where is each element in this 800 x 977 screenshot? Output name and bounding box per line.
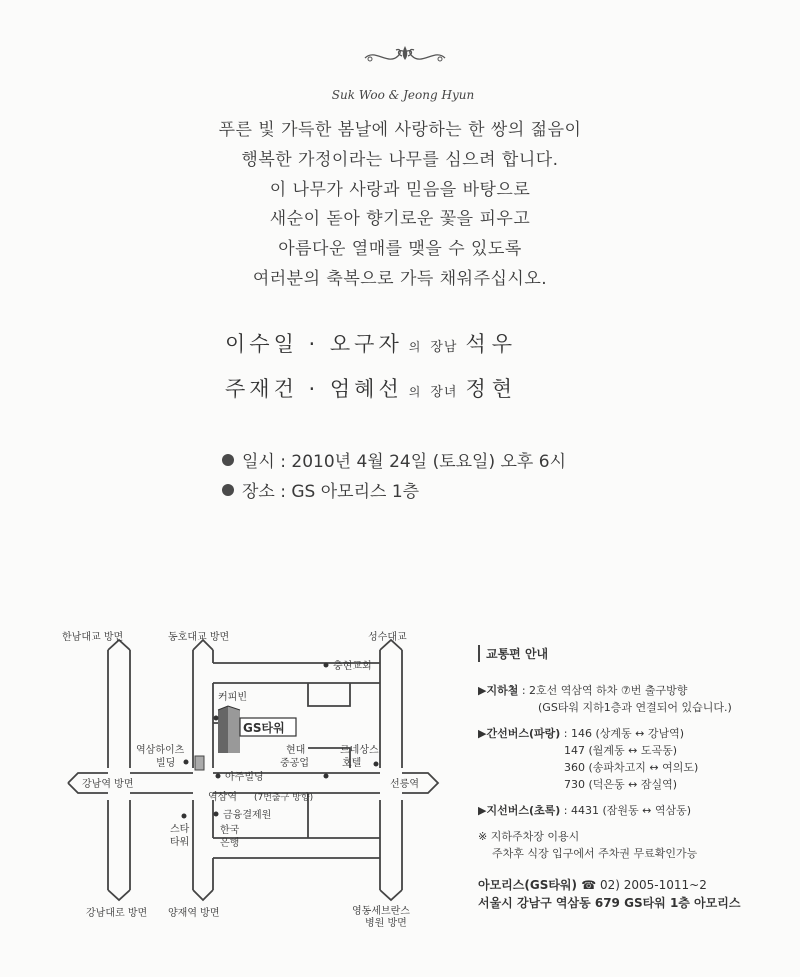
svg-text:강남역 방면: 강남역 방면 (82, 779, 134, 790)
couple-script-names: Suk Woo & Jeong Hyun (331, 88, 475, 102)
poem-line: 여러분의 축복으로 가득 채워주십시오. (252, 268, 548, 289)
groom-name: 석우 (465, 332, 519, 356)
subway-line: ▶지하철 : 2호선 역삼역 하차 ⑦번 출구방향 (478, 684, 688, 697)
poem-line: 행복한 가정이라는 나무를 심으려 합니다. (241, 149, 559, 170)
subway-note: (GS타워 지하1층과 연결되어 있습니다.) (538, 701, 732, 714)
invitation-poem (150, 116, 650, 295)
bullet-icon (222, 454, 234, 466)
bride-role: 장녀 (430, 385, 458, 400)
gs-tower-icon (195, 706, 240, 770)
bride-name: 정현 (465, 377, 519, 401)
groom-role: 장남 (430, 340, 458, 355)
bus-blue-line: 360 (송파차고지 ↔ 여의도) (564, 761, 699, 774)
svg-text:강남대로 방면: 강남대로 방면 (86, 908, 148, 919)
venue-contact: 아모리스(GS타워) ☎ 02) 2005-1011~2 (478, 878, 707, 892)
svg-text:충현교회: 충현교회 (333, 661, 372, 672)
svg-text:금융결제원: 금융결제원 (223, 810, 272, 821)
venue-address: 서울시 강남구 역삼동 679 GS타워 1층 아모리스 (478, 896, 741, 910)
svg-text:타워: 타워 (170, 837, 190, 848)
svg-text:빌딩: 빌딩 (156, 758, 176, 769)
poem-line: 아름다운 열매를 맺을 수 있도록 (278, 239, 522, 260)
event-place: 장소 : GS 아모리스 1층 (222, 477, 419, 502)
bus-blue-line: 147 (월계동 ↔ 도곡동) (564, 744, 678, 757)
poem-line: 이 나무가 사랑과 믿음을 바탕으로 (269, 179, 531, 200)
bride-parents: 주재건 · 엄혜선 (225, 377, 403, 401)
svg-text:역삼역: 역삼역 (208, 792, 237, 803)
svg-text:아주빌딩: 아주빌딩 (225, 772, 264, 783)
svg-text:역삼하이츠: 역삼하이츠 (136, 745, 185, 756)
svg-text:양재역 방면: 양재역 방면 (168, 908, 220, 919)
svg-text:커피빈: 커피빈 (218, 692, 247, 703)
svg-text:동호대교 방면: 동호대교 방면 (168, 632, 230, 643)
parking-note: 주차후 식장 입구에서 주차권 무료확인가능 (492, 847, 698, 860)
event-date: 일시 : 2010년 4월 24일 (토요일) 오후 6시 (222, 447, 566, 472)
transit-info (478, 645, 778, 912)
location-map (50, 628, 470, 928)
svg-text:한국: 한국 (220, 825, 240, 836)
svg-text:병원 방면: 병원 방면 (365, 918, 407, 928)
transit-heading: 교통편 안내 (478, 645, 778, 662)
parking-title: ※ 지하주차장 이용시 (478, 830, 580, 843)
svg-text:(7번출구 방향): (7번출구 방향) (254, 793, 314, 803)
groom-family-line: 이수일 · 오구자 의 장남 석우 (225, 332, 519, 356)
svg-text:선릉역: 선릉역 (390, 779, 419, 790)
svg-text:성수대교: 성수대교 (368, 632, 407, 643)
bullet-icon (222, 484, 234, 496)
poem-line: 새순이 돋아 향기로운 꽃을 피우고 (269, 209, 531, 230)
bus-blue-line: 730 (덕은동 ↔ 잠실역) (564, 778, 678, 791)
svg-text:은행: 은행 (220, 838, 240, 849)
svg-text:현대: 현대 (286, 745, 306, 756)
svg-text:영동세브란스: 영동세브란스 (352, 906, 410, 917)
poem-line: 푸른 빛 가득한 봄날에 사랑하는 한 쌍의 젊음이 (218, 120, 582, 140)
bus-blue-line: ▶간선버스(파랑) : 146 (상계동 ↔ 강남역) (478, 727, 685, 740)
svg-text:호텔: 호텔 (342, 758, 362, 769)
svg-text:중공업: 중공업 (280, 758, 309, 769)
bride-family-line: 주재건 · 엄혜선 의 장녀 정현 (225, 377, 519, 401)
groom-parents: 이수일 · 오구자 (225, 332, 403, 356)
svg-text:스타: 스타 (170, 824, 190, 835)
svg-text:GS타워: GS타워 (243, 721, 285, 735)
bus-green-line: ▶지선버스(초록) : 4431 (잠원동 ↔ 역삼동) (478, 804, 692, 817)
svg-text:르네상스: 르네상스 (340, 745, 379, 756)
flourish-ornament-icon (360, 40, 450, 70)
svg-text:한남대교 방면: 한남대교 방면 (62, 632, 124, 643)
